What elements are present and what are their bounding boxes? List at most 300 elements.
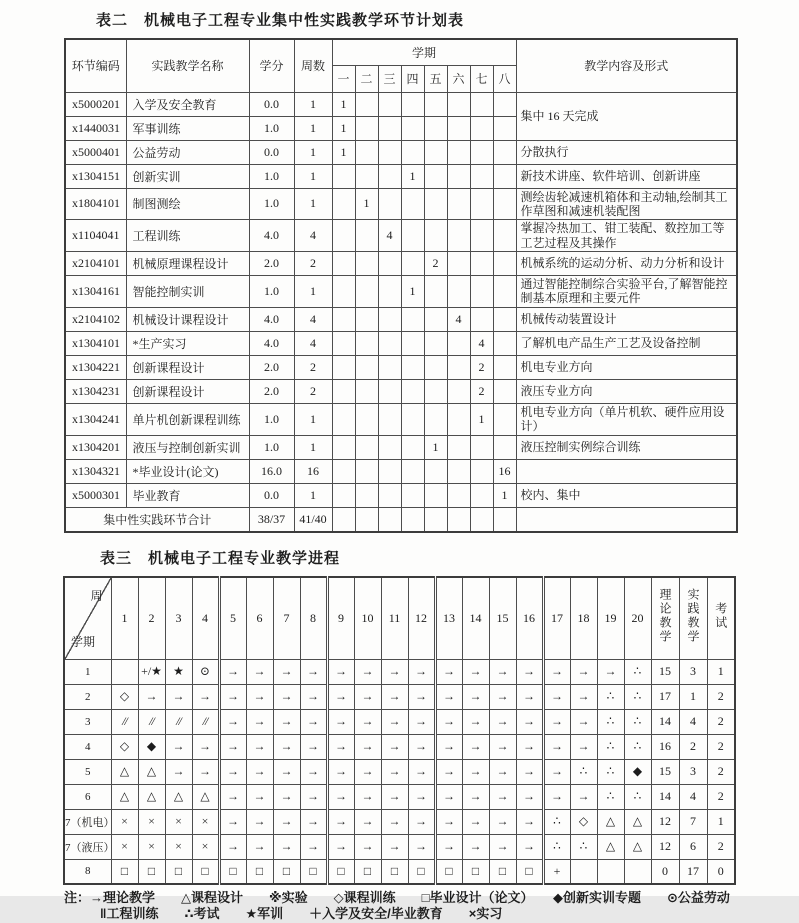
cell-week-20: ∴	[624, 734, 651, 759]
cell-semester-1	[332, 252, 355, 276]
total-weeks: 41/40	[294, 507, 332, 532]
cell-name: 单片机创新课程训练	[126, 403, 249, 435]
cell-code: x1804101	[65, 188, 126, 220]
cell-semester-7	[470, 483, 493, 507]
table-row	[64, 759, 735, 784]
cell-week-9: →	[327, 734, 354, 759]
cell-week-13: →	[435, 684, 462, 709]
cell-week-19: ∴	[597, 684, 624, 709]
cell-week-2: △	[138, 784, 165, 809]
cell-semester-4	[401, 220, 424, 252]
cell-week-2: ◆	[138, 734, 165, 759]
header-semester-7: 七	[470, 65, 493, 92]
cell-week-16: □	[516, 859, 543, 884]
legend-line-2: ‖工程训练 ∴考试 ★军训 ＋入学及安全/毕业教育 ×实习	[100, 906, 503, 922]
cell-week-14: →	[462, 734, 489, 759]
cell-week-15: →	[489, 709, 516, 734]
cell-week-15: □	[489, 859, 516, 884]
cell-semester-7	[470, 507, 493, 532]
cell-week-9: →	[327, 684, 354, 709]
cell-practice-total: 4	[679, 709, 707, 734]
cell-content: 液压控制实例综合训练	[516, 435, 737, 459]
total-label: 集中性实践环节合计	[65, 507, 249, 532]
row-label-semester: 5	[64, 759, 111, 784]
cell-week-19	[597, 859, 624, 884]
cell-week-9: →	[327, 759, 354, 784]
cell-practice-total: 3	[679, 659, 707, 684]
cell-theory-total: 12	[651, 809, 679, 834]
header-week-9: 9	[327, 577, 354, 659]
header-week-6: 6	[246, 577, 273, 659]
table2-body	[65, 92, 737, 532]
cell-code: x5000301	[65, 483, 126, 507]
cell-week-13: □	[435, 859, 462, 884]
cell-semester-5	[424, 140, 447, 164]
cell-week-18: →	[570, 734, 597, 759]
cell-theory-total: 15	[651, 659, 679, 684]
cell-week-6: →	[246, 734, 273, 759]
cell-week-20: ∴	[624, 659, 651, 684]
cell-practice-total: 17	[679, 859, 707, 884]
cell-weeks: 4	[294, 307, 332, 331]
cell-name: 入学及安全教育	[126, 92, 249, 116]
cell-week-11: →	[381, 709, 408, 734]
cell-code: x1304101	[65, 331, 126, 355]
cell-week-11: →	[381, 684, 408, 709]
cell-week-7: →	[273, 759, 300, 784]
cell-credits: 16.0	[249, 459, 294, 483]
row-label-semester: 7（机电）	[64, 809, 111, 834]
cell-semester-7	[470, 435, 493, 459]
cell-weeks: 2	[294, 355, 332, 379]
cell-exam-total: 2	[707, 784, 735, 809]
cell-content: 机械传动装置设计	[516, 307, 737, 331]
cell-semester-8	[493, 307, 516, 331]
cell-exam-total: 2	[707, 834, 735, 859]
cell-exam-total: 2	[707, 734, 735, 759]
cell-code: x1304151	[65, 164, 126, 188]
cell-week-19: △	[597, 809, 624, 834]
cell-week-7: →	[273, 734, 300, 759]
cell-week-4: △	[192, 784, 219, 809]
cell-semester-8	[493, 140, 516, 164]
table-row	[64, 709, 735, 734]
table-row	[65, 188, 737, 220]
cell-semester-5	[424, 276, 447, 308]
cell-semester-3	[378, 188, 401, 220]
cell-week-11: →	[381, 834, 408, 859]
cell-semester-5	[424, 403, 447, 435]
cell-semester-7	[470, 164, 493, 188]
row-label-semester: 6	[64, 784, 111, 809]
cell-code: x1304231	[65, 379, 126, 403]
cell-credits: 0.0	[249, 140, 294, 164]
cell-week-6: □	[246, 859, 273, 884]
cell-week-18: ◇	[570, 809, 597, 834]
header-week-3: 3	[165, 577, 192, 659]
cell-name: 创新课程设计	[126, 379, 249, 403]
cell-weeks: 1	[294, 435, 332, 459]
cell-semester-5	[424, 188, 447, 220]
cell-week-1: □	[111, 859, 138, 884]
cell-week-12: →	[408, 709, 435, 734]
cell-semester-2	[355, 164, 378, 188]
cell-week-15: →	[489, 734, 516, 759]
cell-week-3: ★	[165, 659, 192, 684]
cell-semester-7	[470, 188, 493, 220]
cell-week-14: →	[462, 709, 489, 734]
cell-semester-5	[424, 355, 447, 379]
header-week-10: 10	[354, 577, 381, 659]
table-row	[64, 684, 735, 709]
cell-week-12: □	[408, 859, 435, 884]
cell-semester-3	[378, 276, 401, 308]
table3-header	[64, 577, 735, 659]
cell-theory-total: 14	[651, 709, 679, 734]
cell-week-20: ∴	[624, 709, 651, 734]
table2-header-row-1	[65, 39, 737, 65]
cell-semester-3	[378, 92, 401, 116]
cell-week-3: ×	[165, 834, 192, 859]
cell-week-4: ×	[192, 809, 219, 834]
row-label-semester: 4	[64, 734, 111, 759]
cell-week-14: →	[462, 784, 489, 809]
cell-exam-total: 2	[707, 709, 735, 734]
cell-semester-4	[401, 331, 424, 355]
cell-week-8: □	[300, 859, 327, 884]
cell-exam-total: 1	[707, 809, 735, 834]
cell-semester-3	[378, 116, 401, 140]
cell-week-11: □	[381, 859, 408, 884]
cell-week-20: ◆	[624, 759, 651, 784]
cell-week-12: →	[408, 759, 435, 784]
header-semester-8: 八	[493, 65, 516, 92]
cell-week-5: □	[219, 859, 246, 884]
header-week-5: 5	[219, 577, 246, 659]
cell-content: 分散执行	[516, 140, 737, 164]
cell-semester-8	[493, 116, 516, 140]
cell-week-8: →	[300, 834, 327, 859]
cell-name: 创新课程设计	[126, 355, 249, 379]
cell-semester-5: 1	[424, 435, 447, 459]
cell-semester-1	[332, 220, 355, 252]
cell-week-2: ×	[138, 809, 165, 834]
cell-semester-7	[470, 459, 493, 483]
cell-content: 测绘齿轮减速机箱体和主动轴,绘制其工作草图和减速机装配图	[516, 188, 737, 220]
cell-week-20	[624, 859, 651, 884]
cell-week-1: △	[111, 784, 138, 809]
cell-semester-4	[401, 188, 424, 220]
cell-week-19: ∴	[597, 759, 624, 784]
table-row	[65, 92, 737, 116]
cell-name: 军事训练	[126, 116, 249, 140]
cell-week-6: →	[246, 709, 273, 734]
cell-week-14: →	[462, 834, 489, 859]
corner-week-semester	[64, 577, 111, 659]
cell-week-10: →	[354, 659, 381, 684]
table-row	[64, 734, 735, 759]
cell-week-5: →	[219, 759, 246, 784]
cell-semester-4: 1	[401, 276, 424, 308]
cell-semester-2	[355, 379, 378, 403]
cell-name: 创新实训	[126, 164, 249, 188]
cell-semester-6	[447, 379, 470, 403]
header-theory-teaching-label: 理论教学	[658, 588, 672, 645]
cell-week-7: →	[273, 684, 300, 709]
cell-semester-2	[355, 403, 378, 435]
cell-semester-8	[493, 507, 516, 532]
cell-semester-7	[470, 252, 493, 276]
cell-content: 集中 16 天完成	[516, 92, 737, 140]
cell-semester-2	[355, 435, 378, 459]
cell-week-17: →	[543, 709, 570, 734]
cell-code: x1304241	[65, 403, 126, 435]
cell-week-13: →	[435, 834, 462, 859]
cell-semester-2	[355, 331, 378, 355]
cell-week-1: ◇	[111, 684, 138, 709]
cell-semester-5	[424, 164, 447, 188]
cell-semester-3	[378, 483, 401, 507]
cell-content: 机电专业方向（单片机软、硬件应用设计）	[516, 403, 737, 435]
cell-week-19: ∴	[597, 734, 624, 759]
cell-week-8: →	[300, 659, 327, 684]
cell-weeks: 1	[294, 483, 332, 507]
cell-name: 工程训练	[126, 220, 249, 252]
cell-week-7: →	[273, 659, 300, 684]
cell-week-8: →	[300, 759, 327, 784]
cell-name: 机械原理课程设计	[126, 252, 249, 276]
cell-week-1: ×	[111, 834, 138, 859]
cell-semester-4	[401, 435, 424, 459]
cell-semester-6	[447, 483, 470, 507]
cell-semester-8	[493, 379, 516, 403]
cell-semester-3: 4	[378, 220, 401, 252]
header-semester-4: 四	[401, 65, 424, 92]
cell-week-2: +/★	[138, 659, 165, 684]
cell-credits: 1.0	[249, 435, 294, 459]
cell-credits: 2.0	[249, 355, 294, 379]
cell-semester-4	[401, 403, 424, 435]
cell-weeks: 1	[294, 92, 332, 116]
cell-semester-6	[447, 355, 470, 379]
table2-total-row	[65, 507, 737, 532]
cell-week-5: →	[219, 734, 246, 759]
cell-semester-6	[447, 220, 470, 252]
header-semester-6: 六	[447, 65, 470, 92]
cell-week-9: →	[327, 709, 354, 734]
cell-week-5: →	[219, 834, 246, 859]
cell-week-12: →	[408, 659, 435, 684]
header-name: 实践教学名称	[126, 39, 249, 92]
cell-theory-total: 17	[651, 684, 679, 709]
header-week-11: 11	[381, 577, 408, 659]
cell-semester-1	[332, 379, 355, 403]
cell-content: 机电专业方向	[516, 355, 737, 379]
cell-semester-6	[447, 507, 470, 532]
table-row	[65, 307, 737, 331]
cell-credits: 4.0	[249, 220, 294, 252]
cell-name: 机械设计课程设计	[126, 307, 249, 331]
table2-header	[65, 39, 737, 92]
cell-week-10: →	[354, 734, 381, 759]
cell-semester-4	[401, 116, 424, 140]
cell-semester-6	[447, 435, 470, 459]
cell-semester-1	[332, 435, 355, 459]
cell-semester-6	[447, 252, 470, 276]
cell-semester-7	[470, 140, 493, 164]
cell-semester-5	[424, 379, 447, 403]
cell-semester-8	[493, 252, 516, 276]
cell-name: *毕业设计(论文)	[126, 459, 249, 483]
table-row	[65, 403, 737, 435]
cell-code: x1304321	[65, 459, 126, 483]
cell-semester-4	[401, 379, 424, 403]
cell-semester-1	[332, 403, 355, 435]
cell-semester-3	[378, 140, 401, 164]
cell-semester-8	[493, 188, 516, 220]
cell-week-18: →	[570, 684, 597, 709]
cell-week-10: →	[354, 784, 381, 809]
cell-code: x1104041	[65, 220, 126, 252]
cell-week-18: ∴	[570, 759, 597, 784]
cell-name: 液压与控制创新实训	[126, 435, 249, 459]
cell-semester-5	[424, 483, 447, 507]
legend-line-1	[64, 890, 764, 906]
table-row	[64, 809, 735, 834]
cell-semester-3	[378, 331, 401, 355]
table-row	[65, 379, 737, 403]
cell-semester-2	[355, 507, 378, 532]
header-semester-2: 二	[355, 65, 378, 92]
header-week-15: 15	[489, 577, 516, 659]
cell-credits: 0.0	[249, 483, 294, 507]
cell-week-8: →	[300, 809, 327, 834]
cell-credits: 1.0	[249, 164, 294, 188]
cell-week-16: →	[516, 709, 543, 734]
cell-credits: 0.0	[249, 92, 294, 116]
cell-practice-total: 6	[679, 834, 707, 859]
cell-semester-2	[355, 140, 378, 164]
cell-practice-total: 7	[679, 809, 707, 834]
cell-week-6: →	[246, 809, 273, 834]
cell-week-14: →	[462, 759, 489, 784]
cell-week-19: →	[597, 659, 624, 684]
cell-week-7: →	[273, 784, 300, 809]
cell-week-7: →	[273, 809, 300, 834]
header-practice-teaching	[679, 577, 707, 659]
cell-code: x1304201	[65, 435, 126, 459]
cell-semester-5	[424, 116, 447, 140]
cell-week-17: +	[543, 859, 570, 884]
cell-week-10: →	[354, 834, 381, 859]
cell-credits: 1.0	[249, 403, 294, 435]
header-semester: 学期	[332, 39, 516, 65]
header-week-18: 18	[570, 577, 597, 659]
cell-practice-total: 1	[679, 684, 707, 709]
cell-week-20: ∴	[624, 684, 651, 709]
cell-semester-6	[447, 188, 470, 220]
cell-semester-4: 1	[401, 164, 424, 188]
cell-week-4: □	[192, 859, 219, 884]
cell-weeks: 16	[294, 459, 332, 483]
cell-week-3: →	[165, 734, 192, 759]
cell-semester-1	[332, 188, 355, 220]
cell-week-5: →	[219, 684, 246, 709]
cell-theory-total: 15	[651, 759, 679, 784]
header-week-8: 8	[300, 577, 327, 659]
cell-week-19: ∴	[597, 709, 624, 734]
header-week-19: 19	[597, 577, 624, 659]
cell-semester-2	[355, 220, 378, 252]
cell-semester-4	[401, 92, 424, 116]
cell-week-12: →	[408, 684, 435, 709]
cell-semester-6	[447, 276, 470, 308]
cell-semester-5	[424, 220, 447, 252]
cell-name: *生产实习	[126, 331, 249, 355]
header-week-16: 16	[516, 577, 543, 659]
cell-semester-8	[493, 164, 516, 188]
cell-weeks: 4	[294, 331, 332, 355]
cell-weeks: 1	[294, 276, 332, 308]
cell-credits: 1.0	[249, 116, 294, 140]
header-week-1: 1	[111, 577, 138, 659]
header-week-12: 12	[408, 577, 435, 659]
cell-week-12: →	[408, 809, 435, 834]
table-row	[64, 784, 735, 809]
cell-practice-total: 2	[679, 734, 707, 759]
cell-week-4: ⊙	[192, 659, 219, 684]
cell-week-7: □	[273, 859, 300, 884]
cell-semester-1	[332, 307, 355, 331]
cell-week-5: →	[219, 709, 246, 734]
cell-week-4: →	[192, 734, 219, 759]
cell-week-6: →	[246, 834, 273, 859]
cell-theory-total: 14	[651, 784, 679, 809]
cell-weeks: 1	[294, 403, 332, 435]
cell-week-1: //	[111, 709, 138, 734]
cell-week-9: →	[327, 659, 354, 684]
cell-semester-1	[332, 164, 355, 188]
cell-week-12: →	[408, 784, 435, 809]
cell-week-13: →	[435, 784, 462, 809]
header-semester-1: 一	[332, 65, 355, 92]
cell-week-20: △	[624, 834, 651, 859]
cell-week-3: //	[165, 709, 192, 734]
cell-code: x2104102	[65, 307, 126, 331]
cell-theory-total: 16	[651, 734, 679, 759]
cell-weeks: 1	[294, 164, 332, 188]
cell-semester-7: 1	[470, 403, 493, 435]
cell-content: 机械系统的运动分析、动力分析和设计	[516, 252, 737, 276]
table3-title: 表三 机械电子工程专业教学进程	[100, 550, 341, 568]
cell-week-16: →	[516, 734, 543, 759]
cell-semester-6: 4	[447, 307, 470, 331]
table3-header-row	[64, 577, 735, 659]
cell-exam-total: 2	[707, 759, 735, 784]
header-week-17: 17	[543, 577, 570, 659]
cell-week-6: →	[246, 659, 273, 684]
cell-week-3: ×	[165, 809, 192, 834]
cell-week-15: →	[489, 834, 516, 859]
header-week-4: 4	[192, 577, 219, 659]
cell-practice-total: 4	[679, 784, 707, 809]
cell-week-15: →	[489, 684, 516, 709]
cell-week-20: △	[624, 809, 651, 834]
cell-week-15: →	[489, 759, 516, 784]
cell-week-19: ∴	[597, 784, 624, 809]
cell-credits: 4.0	[249, 307, 294, 331]
cell-content: 通过智能控制综合实验平台,了解智能控制基本原理和主要元件	[516, 276, 737, 308]
